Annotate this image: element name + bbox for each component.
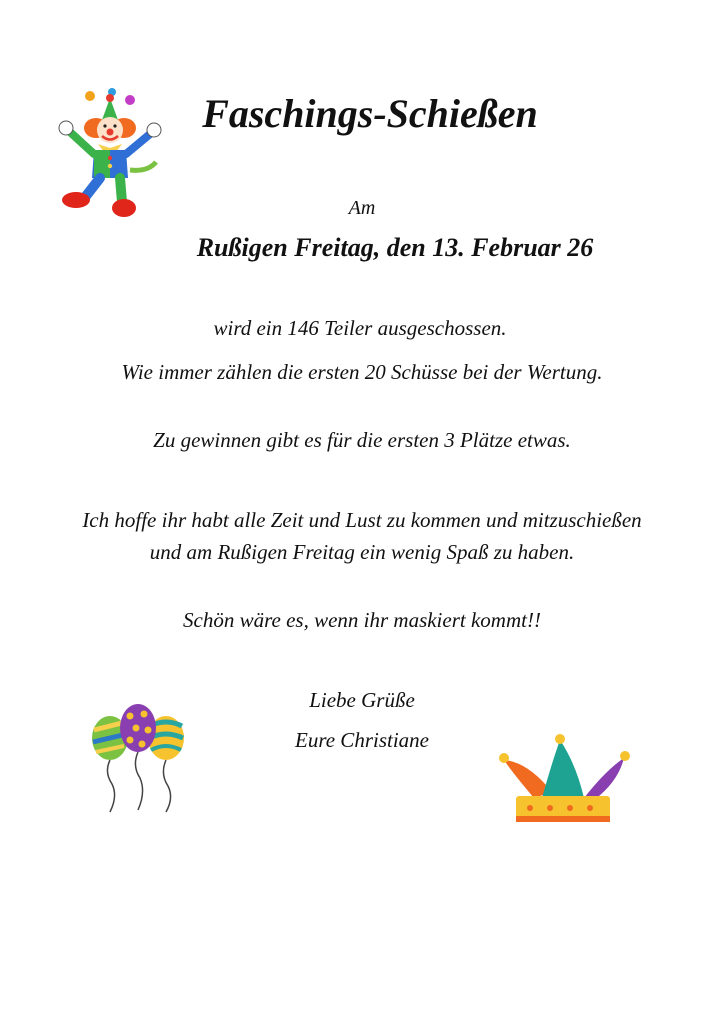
paragraph-invitation: Ich hoffe ihr habt alle Zeit und Lust zu kommen und mitzuschießen und am Rußigen Freitag ein wenig Spaß zu haben. (82, 508, 642, 564)
balloons-icon (88, 700, 188, 818)
page-title: Faschings-Schießen (202, 91, 538, 136)
closing-greeting: Liebe Grüße (309, 688, 415, 712)
intro-word: Am (348, 197, 376, 219)
paragraph-prizes: Zu gewinnen gibt es für die ersten 3 Plätze etwas. (153, 428, 571, 452)
paragraph-costume: Schön wäre es, wenn ihr maskiert kommt!! (183, 608, 541, 632)
closing-signature: Eure Christiane (295, 728, 429, 752)
event-date: Rußigen Freitag, den 13. Februar 26 (196, 233, 594, 262)
paragraph-scoring: Wie immer zählen die ersten 20 Schüsse bei der Wertung. (121, 360, 603, 384)
paragraph-target: wird ein 146 Teiler ausgeschossen. (213, 316, 507, 340)
jester-hat-icon (494, 732, 632, 826)
